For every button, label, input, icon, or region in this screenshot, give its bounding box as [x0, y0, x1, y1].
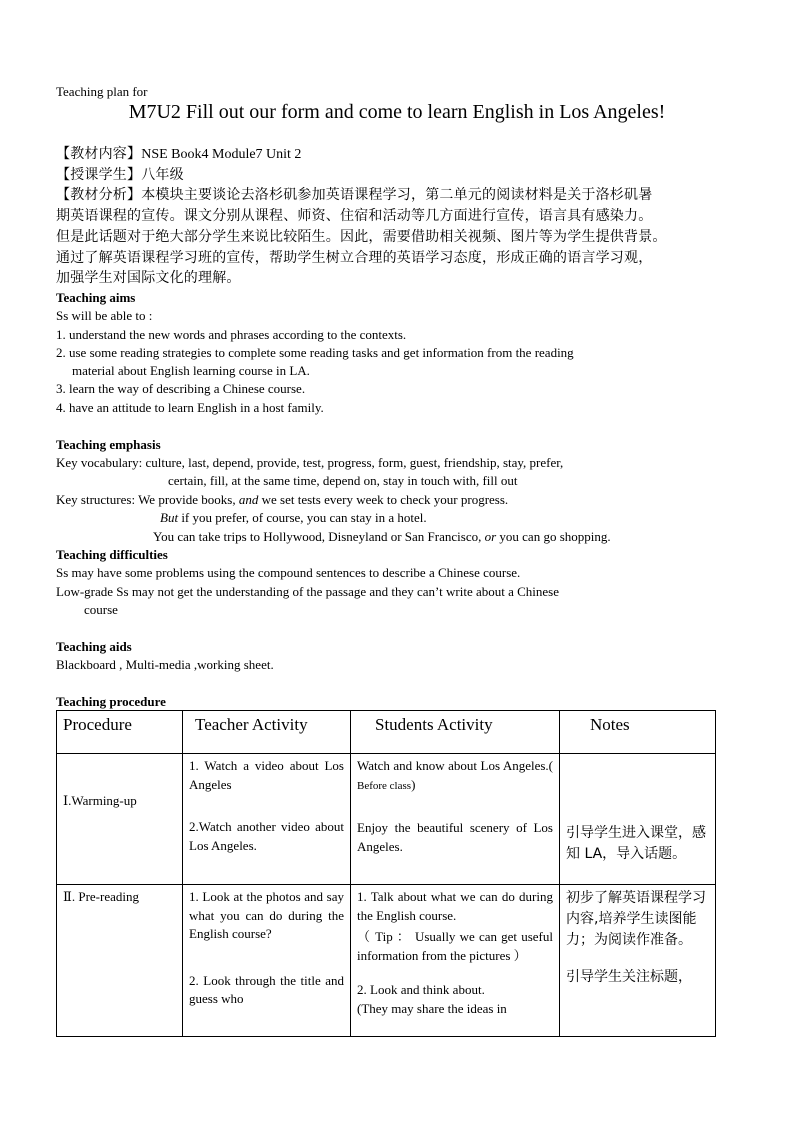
page-title: M7U2 Fill out our form and come to learn English in Los Angeles!: [128, 101, 666, 123]
difficulty-line: Low-grade Ss may not get the understanding of the passage and they can’t write about a Chinese: [56, 584, 560, 599]
analysis-label: 【教材分析】: [56, 187, 142, 203]
student-activity: (They may share the ideas in: [357, 1000, 507, 1016]
column-header-label: Notes: [590, 715, 630, 734]
student-activity: 2. Look and think about.: [357, 982, 485, 997]
column-header-label: Students Activity: [375, 715, 493, 734]
teacher-activity: 1. Look at the photos and say what you can do during the English course?: [189, 889, 344, 941]
analysis-row: [56, 186, 652, 204]
student-activity-text: ): [411, 776, 416, 792]
aim-item: 3. learn the way of describing a Chinese course.: [56, 381, 306, 396]
content-label: 【教材内容】: [56, 146, 142, 162]
note-text: 引导学生关注标题，: [566, 969, 692, 985]
student-activity-note: Before class: [357, 779, 412, 792]
analysis-line: 期英语课程的宣传。课文分别从课程、师资、住宿和活动等几方面进行宣传，语言具有感染力。: [56, 208, 653, 224]
aids-heading: Teaching aids: [56, 639, 132, 654]
student-activity-tip: （ Tip ： Usually we can get useful information from the pictures ）: [357, 929, 553, 963]
aims-intro: Ss will be able to :: [56, 308, 153, 323]
student-cell: [351, 754, 560, 885]
emphasis-heading: Teaching emphasis: [56, 437, 161, 452]
students-value: 八年级: [141, 167, 184, 183]
structure-text: You can take trips to Hollywood, Disneyland or San Francisco,: [153, 529, 485, 544]
table-header-row: [57, 711, 716, 754]
student-activity: [351, 754, 559, 798]
structure-label: Key structures:: [56, 492, 139, 507]
stage-label: Ⅰ.Warming-up: [63, 793, 137, 808]
difficulty-line: Ss may have some problems using the compound sentences to describe a Chinese course.: [56, 565, 521, 580]
note-text: 引导学生进入课堂，感知 LA，导入话题。: [566, 825, 706, 862]
analysis-line: 本模块主要谈论去洛杉矶参加英语课程学习，第二单元的阅读材料是关于洛杉矶暑: [141, 187, 653, 203]
student-activity-text: Watch and know about Los Angeles.(: [357, 758, 553, 773]
aim-item: material about English learning course in LA.: [72, 363, 310, 378]
vocab-line: certain, fill, at the same time, depend on, stay in touch with, fill out: [168, 473, 518, 488]
aims-heading: Teaching aims: [56, 290, 136, 305]
structure-line: [56, 491, 508, 509]
structure-line: [153, 528, 611, 546]
analysis-line: 但是此话题对于绝大部分学生来说比较陌生。因此，需要借助相关视频、图片等为学生提供背景。: [56, 229, 667, 245]
notes-cell: [560, 754, 716, 885]
difficulty-line: course: [84, 602, 118, 617]
aim-item: 2. use some reading strategies to complete some reading tasks and get information from the reading: [56, 345, 574, 360]
stage-label: Ⅱ. Pre-reading: [63, 889, 139, 904]
structure-text: We provide books,: [138, 492, 239, 507]
structure-text: we set tests every week to check your progress.: [258, 492, 509, 507]
teacher-cell: [183, 754, 351, 885]
procedure-table: [56, 710, 716, 1037]
teacher-activity: 1. Watch a video about Los Angeles: [189, 758, 344, 792]
content-value: NSE Book4 Module7 Unit 2: [141, 147, 302, 162]
analysis-line: 加强学生对国际文化的理解。: [56, 270, 241, 286]
analysis-line: 通过了解英语课程学习班的宣传，帮助学生树立合理的英语学习态度，形成正确的语言学习观，: [56, 250, 653, 266]
structure-text: you can go shopping.: [496, 529, 611, 544]
teacher-activity: 2.Watch another video about Los Angeles.: [189, 819, 344, 853]
difficulties-heading: Teaching difficulties: [56, 547, 168, 562]
column-header: [183, 711, 351, 754]
student-activity: 1. Talk about what we can do during the English course.: [357, 889, 553, 923]
aids-text: Blackboard , Multi-media ,working sheet.: [56, 657, 274, 672]
vocab-line: Key vocabulary: culture, last, depend, provide, test, progress, form, guest, friendship, stay, prefer,: [56, 455, 564, 470]
students-row: [56, 166, 184, 184]
column-header: [351, 711, 560, 754]
column-header: [560, 711, 716, 754]
column-header-label: Teacher Activity: [195, 715, 308, 734]
structure-text: if you prefer, of course, you can stay in a hotel.: [178, 510, 427, 525]
table-row: [57, 885, 716, 1037]
structure-conjunction: But: [160, 510, 179, 525]
structure-line: [160, 509, 427, 527]
notes-cell: [560, 885, 716, 1037]
teacher-activity: 2. Look through the title and guess who: [189, 972, 344, 1006]
aim-item: 4. have an attitude to learn English in a host family.: [56, 400, 324, 415]
note-text: 初步了解英语课程学习内容,培养学生读图能力；为阅读作准备。: [566, 890, 706, 948]
content-row: [56, 145, 301, 164]
teacher-cell: [183, 885, 351, 1037]
stage-cell: [57, 885, 183, 1037]
column-header-label: Procedure: [63, 715, 132, 734]
students-label: 【授课学生】: [56, 167, 142, 183]
stage-cell: [57, 754, 183, 885]
column-header: [57, 711, 183, 754]
student-activity: Enjoy the beautiful scenery of Los Angeles.: [357, 820, 553, 854]
table-row: [57, 754, 716, 885]
procedure-heading: Teaching procedure: [56, 694, 166, 709]
plan-label: Teaching plan for: [56, 84, 148, 99]
structure-conjunction: or: [484, 529, 497, 544]
structure-conjunction: and: [238, 492, 259, 507]
student-cell: [351, 885, 560, 1037]
aim-item: 1. understand the new words and phrases according to the contexts.: [56, 327, 407, 342]
